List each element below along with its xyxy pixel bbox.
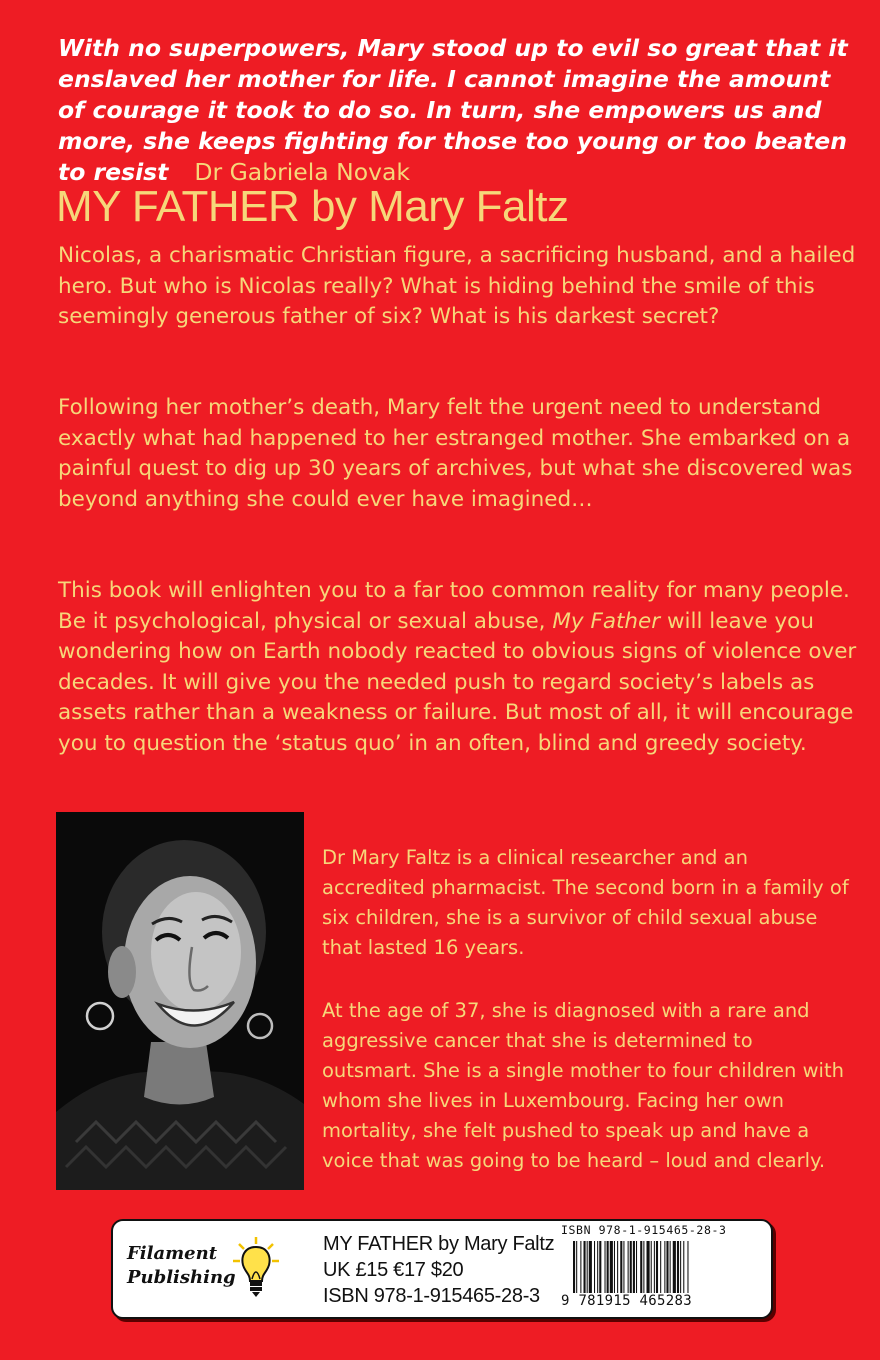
publisher-name-line-2: Publishing [127,1267,236,1288]
barcode-bar [589,1241,592,1293]
ean-number: 9 781915 465283 [561,1293,692,1309]
isbn-top-text: ISBN 978-1-915465-28-3 [561,1223,727,1237]
publisher-logo [127,1235,277,1305]
barcode-bar [599,1241,601,1293]
barcode-bars [573,1241,761,1293]
barcode-bar [636,1241,637,1293]
quote-text: With no superpowers, Mary stood up to evil so great that it enslaved her mother for life. I cannot imagine the amount of courage it took to do so. In turn, she empowers us and more, she keeps fighting for those too young or too beaten to resist [58,34,848,186]
barcode-bar [594,1241,595,1293]
blurb-p3-end: will leave you wondering how on Earth nobody reacted to obvious signs of violence over decades. It will give you the needed push to regard society’s labels as assets rather than a weakness or failure. But most of all, it will encourage you to question the ‘status quo’ in an often, blind and greedy society. [58,608,857,756]
barcode-bar [670,1241,671,1293]
author-portrait-illustration [56,812,304,1190]
barcode-bar [673,1241,676,1293]
barcode-bar [654,1241,655,1293]
barcode-book-title: MY FATHER by Mary Faltz [323,1233,555,1255]
barcode-bar [687,1241,688,1293]
barcode-bar [683,1241,684,1293]
barcode-bar [584,1241,586,1293]
author-photo [56,812,304,1190]
barcode-isbn: ISBN 978-1-915465-28-3 [323,1285,540,1307]
barcode-bar [614,1241,615,1293]
barcode-bar [656,1241,658,1293]
barcode-bar [580,1241,581,1293]
blurb-paragraph-1: Nicolas, a charismatic Christian figure, a sacrificing husband, and a hailed hero. But who is Nicolas really? What is hiding behind the smile of this seemingly generous father of six? What is his darkest secret? [58,243,856,329]
barcode-bar [633,1241,635,1293]
author-bio-paragraph-2: At the age of 37, she is diagnosed with a rare and aggressive cancer that she is determined to outsmart. She is a single mother to four children with whom she lives in Luxembourg. Facing her own mortality, she felt pushed to speak up and have a voice that was going to be heard – loud and clearly. [322,999,844,1172]
barcode-bar [573,1241,575,1293]
barcode-bar [651,1241,652,1293]
barcode-bar [620,1241,622,1293]
quote-author: Dr Gabriela Novak [194,158,411,186]
book-title: MY FATHER by Mary Faltz [56,182,569,231]
barcode-bar [647,1241,650,1293]
barcode-bar [666,1241,668,1293]
barcode-bar [680,1241,681,1293]
price-info [323,1231,553,1309]
barcode-bar [617,1241,618,1293]
barcode-bar [597,1241,598,1293]
barcode-bar [605,1241,606,1293]
barcode-bar [576,1241,577,1293]
endorsement-quote [58,33,858,188]
barcode-bar [587,1241,588,1293]
lightbulb-icon [231,1235,281,1301]
barcode-bar [623,1241,624,1293]
author-bio-paragraph-1: Dr Mary Faltz is a clinical researcher and an accredited pharmacist. The second born in a family of six children, she is a survivor of child sexual abuse that lasted 16 years. [322,846,849,959]
barcode-bar [640,1241,642,1293]
barcode-bar [664,1241,665,1293]
barcode-bar [607,1241,609,1293]
blurb-paragraph-3 [58,576,858,759]
publisher-name-line-1: Filament [127,1243,218,1264]
barcode-bar [628,1241,629,1293]
blurb-paragraph-2: Following her mother’s death, Mary felt the urgent need to understand exactly what had happened to her estranged mother. She embarked on a painful quest to dig up 30 years of archives, but what she discovered was beyond anything she could ever have imagined… [58,395,853,512]
barcode-bar [660,1241,661,1293]
barcode-bar [610,1241,613,1293]
blurb-p3-start: This book will enlighten you to a far too common reality for many people. Be it psychological, physical or sexual abuse, [58,578,850,634]
barcode-bar [643,1241,644,1293]
barcode-bar [630,1241,632,1293]
blurb-p3-book-title: My Father [552,608,661,634]
barcode-prices: UK £15 €17 $20 [323,1259,464,1281]
barcode-bar [677,1241,679,1293]
barcode-panel [111,1219,773,1319]
